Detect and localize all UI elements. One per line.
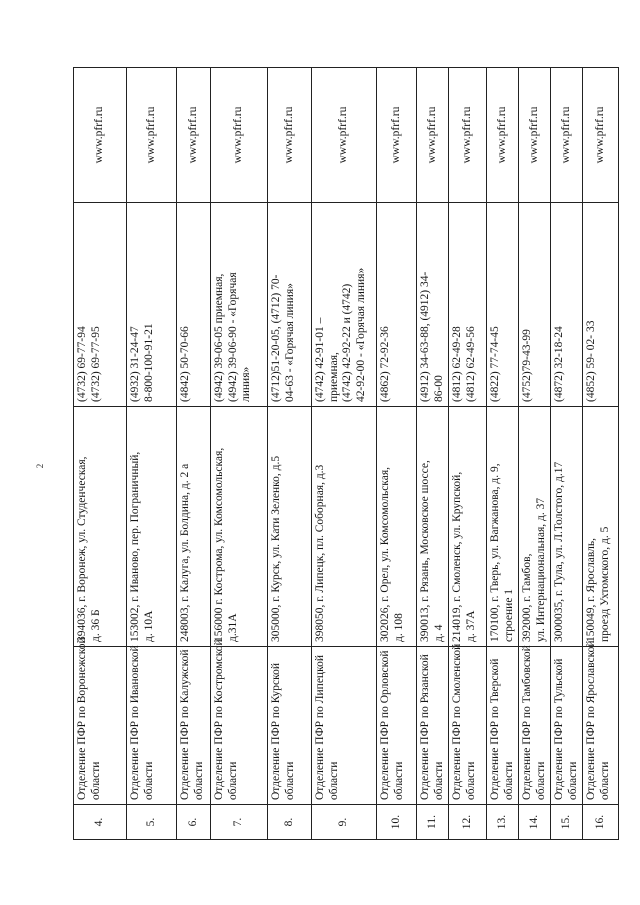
phone-cell-line: приемная, [327,352,340,402]
phone-cell [127,203,177,407]
address-cell [551,407,583,647]
phone-cell-line: 86-00 [432,375,445,402]
phone-cell-line: (4742) 42-92-22 и (4742) [341,283,353,402]
website-cell: www.pfrf.ru [74,68,127,203]
row-number-cell: 10. [377,805,417,840]
phone-cell [268,203,312,407]
phone-cell-line: (4732) 69-77-95 [89,326,102,402]
department-cell [74,637,127,805]
department-cell-line: области [534,761,547,800]
website-cell: www.pfrf.ru [377,68,417,203]
table-row [377,68,417,840]
department-cell-line: Отделение ПФР по Тверской [489,658,501,800]
address-cell-line: 392000, г. Тамбов, [521,553,533,642]
website-cell: www.pfrf.ru [487,68,519,203]
phone-cell [377,203,417,407]
address-cell-line: 150049, г. Ярославль, [585,538,597,642]
address-cell [211,407,268,647]
phone-cell-line: (4822) 77-74-45 [489,326,501,402]
address-cell-line: 156000 г. Кострома, ул. Комсомольская, [213,447,225,642]
phone-cell-line: (4812) 62-49-56 [464,326,477,402]
website-cell: www.pfrf.ru [449,68,487,203]
row-number-cell: 13. [487,805,519,840]
table-row [127,68,177,840]
department-cell-line: области [464,761,477,800]
department-cell-line: Отделение ПФР по Курской [270,662,282,800]
address-cell-line: проезд Ухтомского, д. 5 [598,526,611,642]
department-cell-line: Отделение ПФР по Липецкой [314,655,326,800]
department-cell-line: области [566,761,579,800]
department-cell [127,647,177,805]
address-cell [177,407,211,647]
website-cell: www.pfrf.ru [417,68,449,203]
phone-cell [583,203,619,407]
phone-cell [211,203,268,407]
phone-cell-line: (4912) 34-63-88, (4912) 34- [419,271,431,402]
table-row [519,68,551,840]
department-cell-line: Отделение ПФР по Тамбовской [521,645,533,800]
address-cell [449,407,487,647]
row-number-cell: 14. [519,805,551,840]
website-cell: www.pfrf.ru [127,68,177,203]
table-row [74,68,127,840]
table-row [551,68,583,840]
phone-cell-line: (4752)79-43-99 [521,329,533,402]
phone-cell-line: (4742) 42-91-01 – [314,317,326,402]
department-cell [417,647,449,805]
department-cell [487,647,519,805]
department-cell-line: области [432,761,445,800]
department-cell-line: области [226,761,239,800]
phone-cell-line: линия» [240,366,252,402]
department-cell-line: Отделение ПФР по Костромской [213,639,225,800]
row-number-cell: 9. [312,805,377,840]
department-cell-line: Отделение ПФР по Орловской [379,650,391,800]
table-row [312,68,377,840]
website-cell: www.pfrf.ru [551,68,583,203]
address-cell-line: 153002, г. Иваново, пер. Пограничный, [129,451,141,642]
department-cell [449,643,487,805]
address-cell [127,407,177,647]
table-row [449,68,487,840]
department-cell-line: Отделение ПФР по Ярославской [585,640,597,800]
pfr-offices-table [73,67,619,840]
department-cell [377,647,417,805]
phone-cell-line: 42-92-00 - «Горячая линия» [354,267,367,402]
address-cell-line: строение 1 [502,588,515,642]
table-row [177,68,211,840]
address-cell-line: 170100, г. Тверь, ул. Вагжанова, д. 9, [489,463,501,642]
table-body [74,68,619,840]
department-cell [268,647,312,805]
table-row [268,68,312,840]
row-number-cell: 15. [551,805,583,840]
address-cell-line: 305000, г. Курск, ул. Кати Зеленко, д.5 [270,455,282,642]
address-cell-line: 390013, г. Рязань, Московское шоссе, [419,460,431,642]
phone-cell-line: (4712)51-20-05, (4712) 70- [270,274,282,402]
phone-cell-line: (4732) 69-77-94 [76,326,88,402]
address-cell-line: 394036, г. Воронеж, ул. Студенческая, [76,456,88,642]
row-number-cell: 12. [449,805,487,840]
phone-cell [487,203,519,407]
department-cell-line: области [283,761,296,800]
website-cell: www.pfrf.ru [211,68,268,203]
address-cell [519,407,551,647]
phone-cell-line: (4862) 72-92-36 [379,326,391,402]
department-cell-line: области [89,761,102,800]
phone-cell-line: (4872) 32-18-24 [553,326,565,402]
address-cell-line: 214019, г. Смоленск, ул. Крупской, [451,471,463,642]
address-cell-line: д. 36 Б [89,609,102,642]
phone-cell [449,203,487,407]
address-cell [312,407,377,647]
department-cell-line: области [192,761,205,800]
department-cell-line: Отделение ПФР по Калужской [179,649,191,800]
website-cell: www.pfrf.ru [177,68,211,203]
address-cell-line: 302026, г. Орел, ул. Комсомольская, [379,467,391,642]
phone-cell [417,203,449,407]
pfr-offices-table-wrapper [73,68,611,840]
page-marker: 2 [35,463,45,469]
address-cell [377,407,417,647]
address-cell-line: ул. Интернациональная, д. 37 [534,497,547,642]
department-cell-line: Отделение ПФР по Смоленской [451,643,463,800]
phone-cell [519,203,551,407]
table-row [417,68,449,840]
department-cell [211,639,268,805]
row-number-cell: 5. [127,805,177,840]
address-cell [268,407,312,647]
address-cell-line: д. 37А [464,610,477,642]
website-cell: www.pfrf.ru [583,68,619,203]
table-row [583,68,619,840]
phone-cell [177,203,211,407]
phone-cell [312,203,377,407]
phone-cell-line: (4932) 31-24-47 [129,326,141,402]
address-cell [417,407,449,647]
department-cell-line: области [142,761,155,800]
address-cell-line: д. 4 [432,624,445,642]
row-number-cell: 4. [74,805,127,840]
department-cell-line: области [327,761,340,800]
website-cell: www.pfrf.ru [519,68,551,203]
address-cell-line: д.31А [226,613,239,642]
row-number-cell: 11. [417,805,449,840]
department-cell-line: Отделение ПФР по Рязанской [419,654,431,800]
department-cell-line: области [502,761,515,800]
department-cell-line: области [598,761,611,800]
table-row [487,68,519,840]
phone-cell-line: (4842) 50-70-66 [179,326,191,402]
phone-cell-line: 8-800-100-91-21 [142,323,155,402]
department-cell-line: Отделение ПФР по Ивановской [129,645,141,800]
department-cell [519,647,551,805]
table-row [211,68,268,840]
rotated-sheet [73,68,611,840]
row-number-cell: 8. [268,805,312,840]
department-cell [312,647,377,805]
address-cell [487,407,519,647]
address-cell-line: д. 10А [142,610,155,642]
row-number-cell: 16. [583,805,619,840]
row-number-cell: 6. [177,805,211,840]
phone-cell-line: (4942) 39-06-05 приемная, [213,273,225,402]
row-number-cell: 7. [211,805,268,840]
department-cell [551,647,583,805]
department-cell-line: Отделение ПФР по Тульской [553,658,565,800]
phone-cell-line: (4812) 62-49-28 [451,326,463,402]
address-cell-line: д. 108 [392,613,405,642]
department-cell [583,640,619,805]
address-cell [74,407,127,647]
website-cell: www.pfrf.ru [268,68,312,203]
phone-cell-line: (4852) 59- 02- 33 [585,320,597,402]
phone-cell [74,203,127,407]
website-cell: www.pfrf.ru [312,68,377,203]
address-cell [583,407,619,647]
phone-cell-line: 04-63 - «Горячая линия» [283,283,296,402]
address-cell-line: 398050, г. Липецк, пл. Соборная, д.3 [314,464,326,642]
address-cell-line: 3000035, г. Тула, ул. Л.Толстого, д.17 [553,461,565,642]
phone-cell-line: (4942) 39-06-90 - «Горячая [226,272,239,402]
phone-cell [551,203,583,407]
department-cell [177,647,211,805]
department-cell-line: области [392,761,405,800]
address-cell-line: 248003, г. Калуга, ул. Болдина, д. 2 а [179,463,191,642]
department-cell-line: Отделение ПФР по Воронежской [76,637,88,800]
